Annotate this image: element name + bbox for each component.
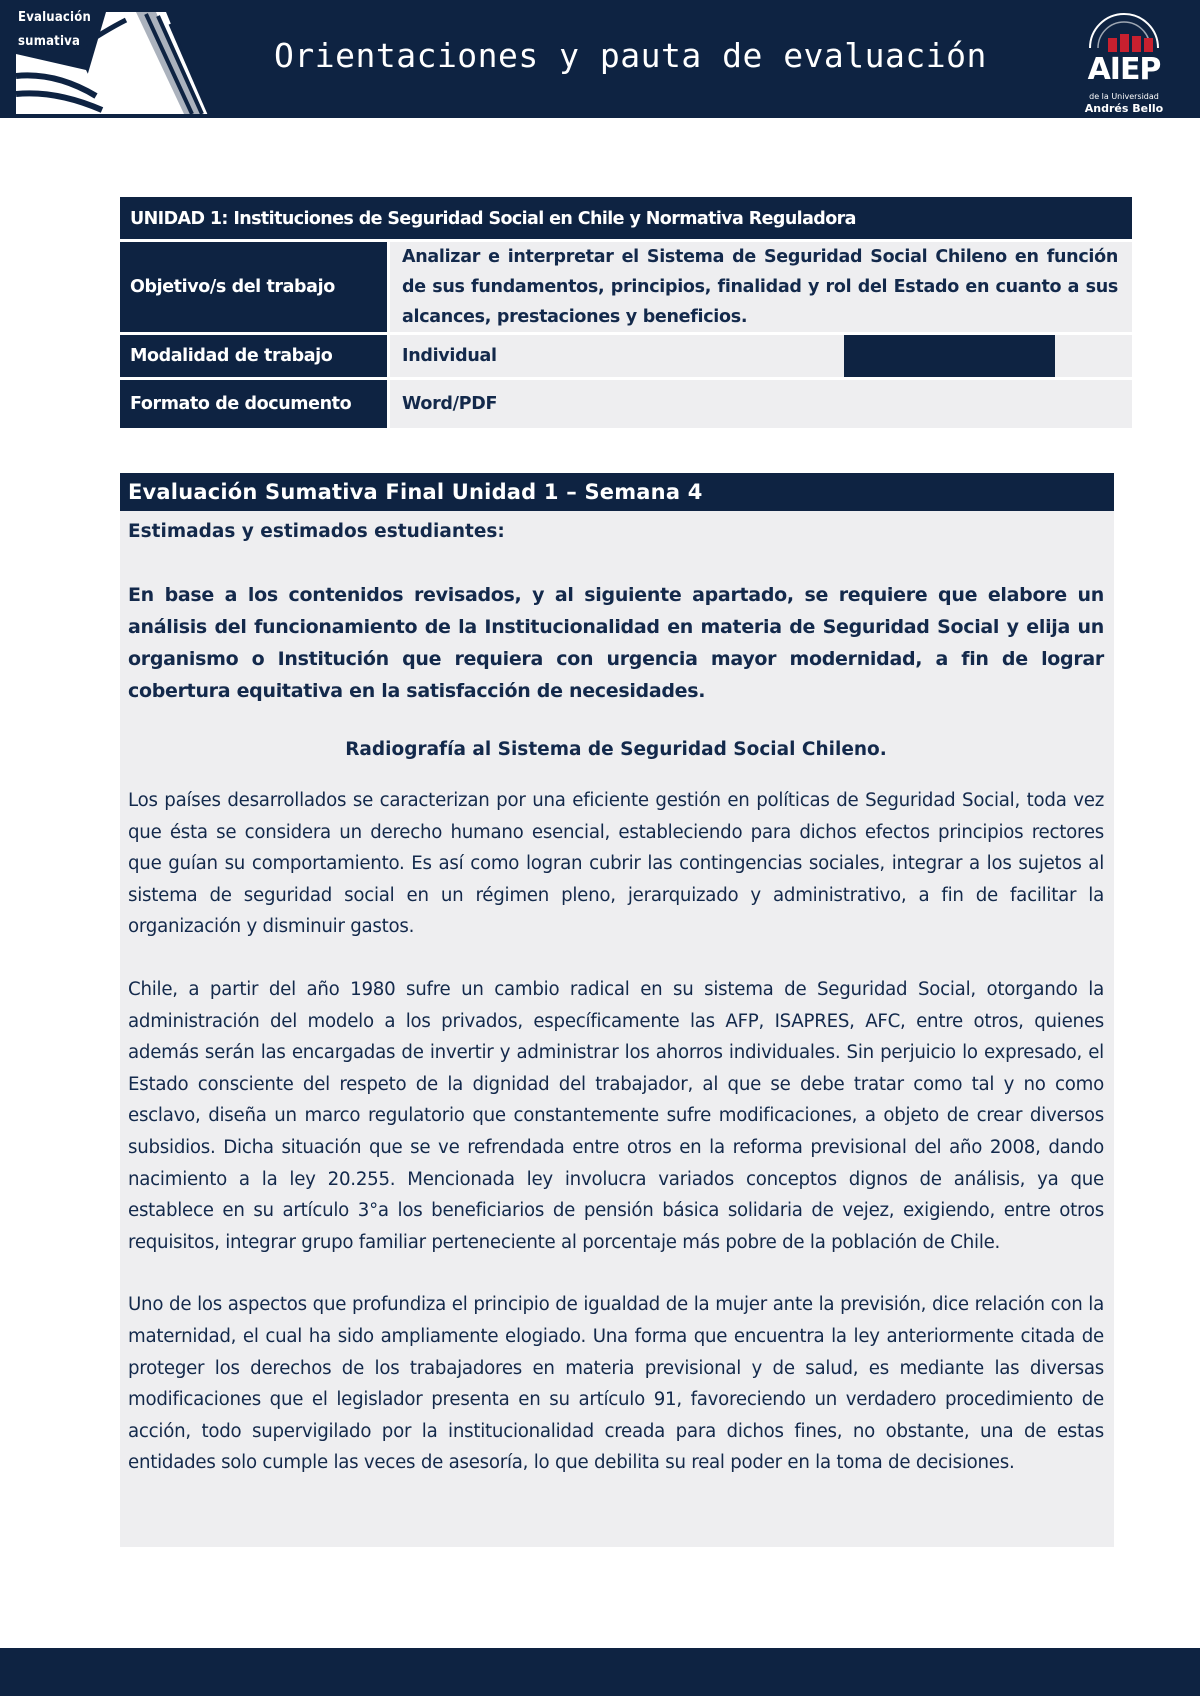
objective-value: Analizar e interpretar el Sistema de Seguridad Social Chileno en función de sus fundamentos, principios, finalidad y rol del Estado en cuanto a sus alcances, prestaciones y beneficios. <box>390 242 1132 332</box>
format-value: Word/PDF <box>390 380 1132 428</box>
page-title: Orientaciones y pauta de evaluación <box>274 36 987 75</box>
modality-label: Modalidad de trabajo <box>120 335 387 377</box>
page-header <box>0 0 1200 118</box>
badge-line-2: sumativa <box>18 34 81 49</box>
body-paragraph-1: Los países desarrollados se caracterizan por una eficiente gestión en políticas de Seguridad Social, toda vez que ésta se considera un derecho humano esencial, estableciendo para dichos efectos principios rectores que guían su comportamiento. Es así como logran cubrir las contingencias sociales, integrar a los sujetos al sistema de seguridad social en un régimen pleno, jerarquizado y administrativo, a fin de facilitar la organización y disminuir gastos. <box>128 790 1104 938</box>
modality-value: Individual <box>390 335 1132 377</box>
body-paragraph-2: Chile, a partir del año 1980 sufre un cambio radical en su sistema de Seguridad Social, otorgando la administración del modelo a los privados, específicamente las AFP, ISAPRES, AFC, entre otros, quienes además serán las encargadas de invertir y administrar los ahorros individuales. Sin perjuicio lo expresado, el Estado consciente del respeto de la dignidad del trabajador, al que se debe tratar como tal y no como esclavo, diseña un marco regulatorio que constantemente sufre modificaciones, a objeto de crear diversos subsidios. Dicha situación que se ve refrendada entre otros en la reforma previsional del año 2008, dando nacimiento a la ley 20.255. Mencionada ley involucra variados conceptos dignos de análisis, ya que establece en su artículo 3°a los beneficiarios de pensión básica solidaria de vejez, exigiendo, entre otros requisitos, integrar grupo familiar perteneciente al porcentaje más pobre de la población de Chile. <box>128 978 1104 1253</box>
logo-wordmark: AIEP <box>1087 52 1161 87</box>
section-subtitle: Radiografía al Sistema de Seguridad Social Chileno. <box>345 739 887 760</box>
blank-dark-cell <box>844 335 1055 377</box>
unit-title: UNIDAD 1: Instituciones de Seguridad Social en Chile y Normativa Reguladora <box>120 197 1132 239</box>
book-pages-icon <box>16 10 210 114</box>
format-label: Formato de documento <box>120 380 387 428</box>
objective-label: Objetivo/s del trabajo <box>120 242 387 332</box>
body-paragraph-3: Uno de los aspectos que profundiza el principio de igualdad de la mujer ante la previsión, dice relación con la maternidad, el cual ha sido ampliamente elogiado. Una forma que encuentra la ley anteriormente citada de proteger los derechos de los trabajadores en materia previsional y de salud, es mediante las diversas modificaciones que el legislador presenta en su artículo 91, favoreciendo un verdadero procedimiento de acción, todo supervigilado por la institucionalidad creada para dichos fines, no obstante, una de estas entidades solo cumple las veces de asesoría, lo que debilita su real poder en la toma de decisiones. <box>128 1294 1104 1474</box>
logo-subtitle: de la Universidad <box>1089 92 1159 101</box>
evaluation-body <box>120 511 1114 1547</box>
badge-line-1: Evaluación <box>18 10 92 25</box>
objective-row <box>120 242 1132 332</box>
evaluation-badge <box>16 10 210 114</box>
aiep-logo <box>1082 4 1166 116</box>
logo-university: Andrés Bello <box>1084 102 1164 115</box>
evaluation-heading: Evaluación Sumativa Final Unidad 1 – Semana 4 <box>120 473 1114 511</box>
instructions-paragraph: En base a los contenidos revisados, y al siguiente apartado, se requiere que elabore un análisis del funcionamiento de la Institucionalidad en materia de Seguridad Social y elija un organismo o Institución que requiera con urgencia mayor modernidad, a fin de lograr cobertura equitativa en la satisfacción de necesidades. <box>128 584 1104 702</box>
greeting: Estimadas y estimados estudiantes: <box>128 521 505 542</box>
format-row <box>120 380 1132 428</box>
page-footer <box>0 1648 1200 1696</box>
